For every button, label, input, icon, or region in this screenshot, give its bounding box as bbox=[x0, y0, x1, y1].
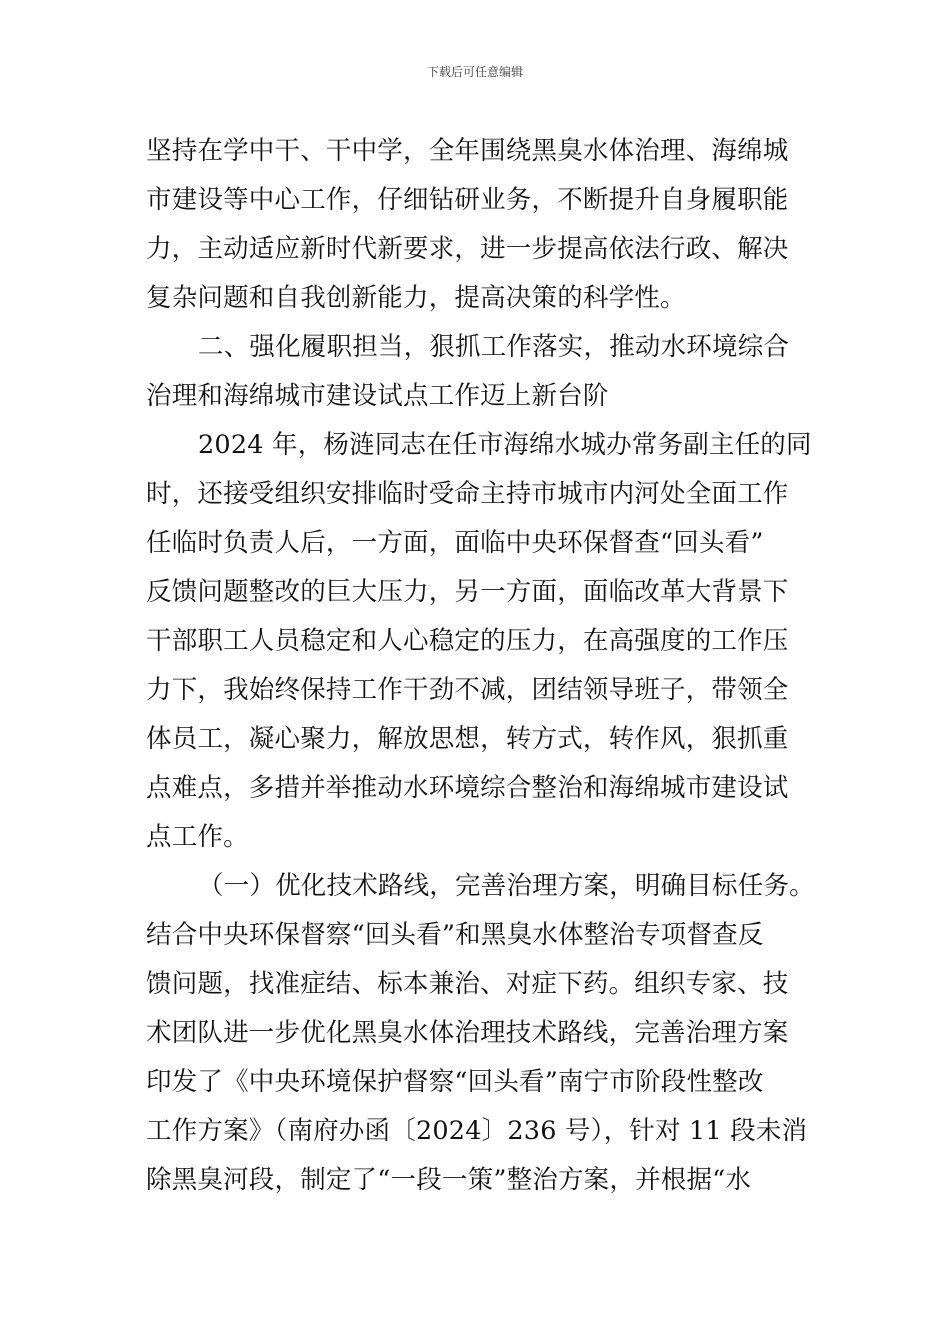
text-line: 工作方案》（南府办函〔2024〕236 号），针对 11 段未消 bbox=[146, 1116, 808, 1146]
text-line: 反馈问题整改的巨大压力，另一方面，面临改革大背景下 bbox=[146, 577, 789, 607]
text-line: 市建设等中心工作，仔细钻研业务，不断提升自身履职能 bbox=[146, 185, 789, 215]
text-line: 力下，我始终保持工作干劲不减，团结领导班子，带领全 bbox=[146, 675, 789, 705]
text-line: 点难点，多措并举推动水环境综合整治和海绵城市建设试 bbox=[146, 773, 789, 803]
document-body bbox=[146, 127, 816, 1205]
text-line: 术团队进一步优化黑臭水体治理技术路线，完善治理方案 bbox=[146, 1018, 789, 1048]
page-header: 下载后可任意编辑 bbox=[426, 65, 523, 79]
text-line: 复杂问题和自我创新能力，提高决策的科学性。 bbox=[146, 283, 686, 313]
text-line: 点工作。 bbox=[146, 822, 249, 852]
text-line: 治理和海绵城市建设试点工作迈上新台阶 bbox=[146, 381, 609, 411]
text-line: 任临时负责人后，一方面，面临中央环保督查“回头看” bbox=[146, 528, 764, 558]
text-line: 力，主动适应新时代新要求，进一步提高依法行政、解决 bbox=[146, 234, 789, 264]
text-line: 印发了《中央环境保护督察“回头看”南宁市阶段性整改 bbox=[146, 1067, 764, 1097]
text-line: 干部职工人员稳定和人心稳定的压力，在高强度的工作压 bbox=[146, 626, 789, 656]
text-line: 体员工，凝心聚力，解放思想，转方式，转作风，狠抓重 bbox=[146, 724, 789, 754]
text-line: 结合中央环保督察“回头看”和黑臭水体整治专项督查反 bbox=[146, 920, 764, 950]
text-line: 时，还接受组织安排临时受命主持市城市内河处全面工作 bbox=[146, 479, 789, 509]
text-line: 二、强化履职担当，狠抓工作落实，推动水环境综合 bbox=[198, 332, 790, 362]
text-line: 坚持在学中干、干中学，全年围绕黑臭水体治理、海绵城 bbox=[146, 136, 789, 166]
text-line: 馈问题，找准症结、标本兼治、对症下药。组织专家、技 bbox=[146, 969, 789, 999]
text-line: 2024 年，杨涟同志在任市海绵水城办常务副主任的同 bbox=[198, 430, 812, 460]
text-line: 除黑臭河段，制定了“一段一策”整治方案，并根据“水 bbox=[146, 1165, 752, 1195]
text-line: （一）优化技术路线，完善治理方案，明确目标任务。 bbox=[198, 871, 815, 901]
